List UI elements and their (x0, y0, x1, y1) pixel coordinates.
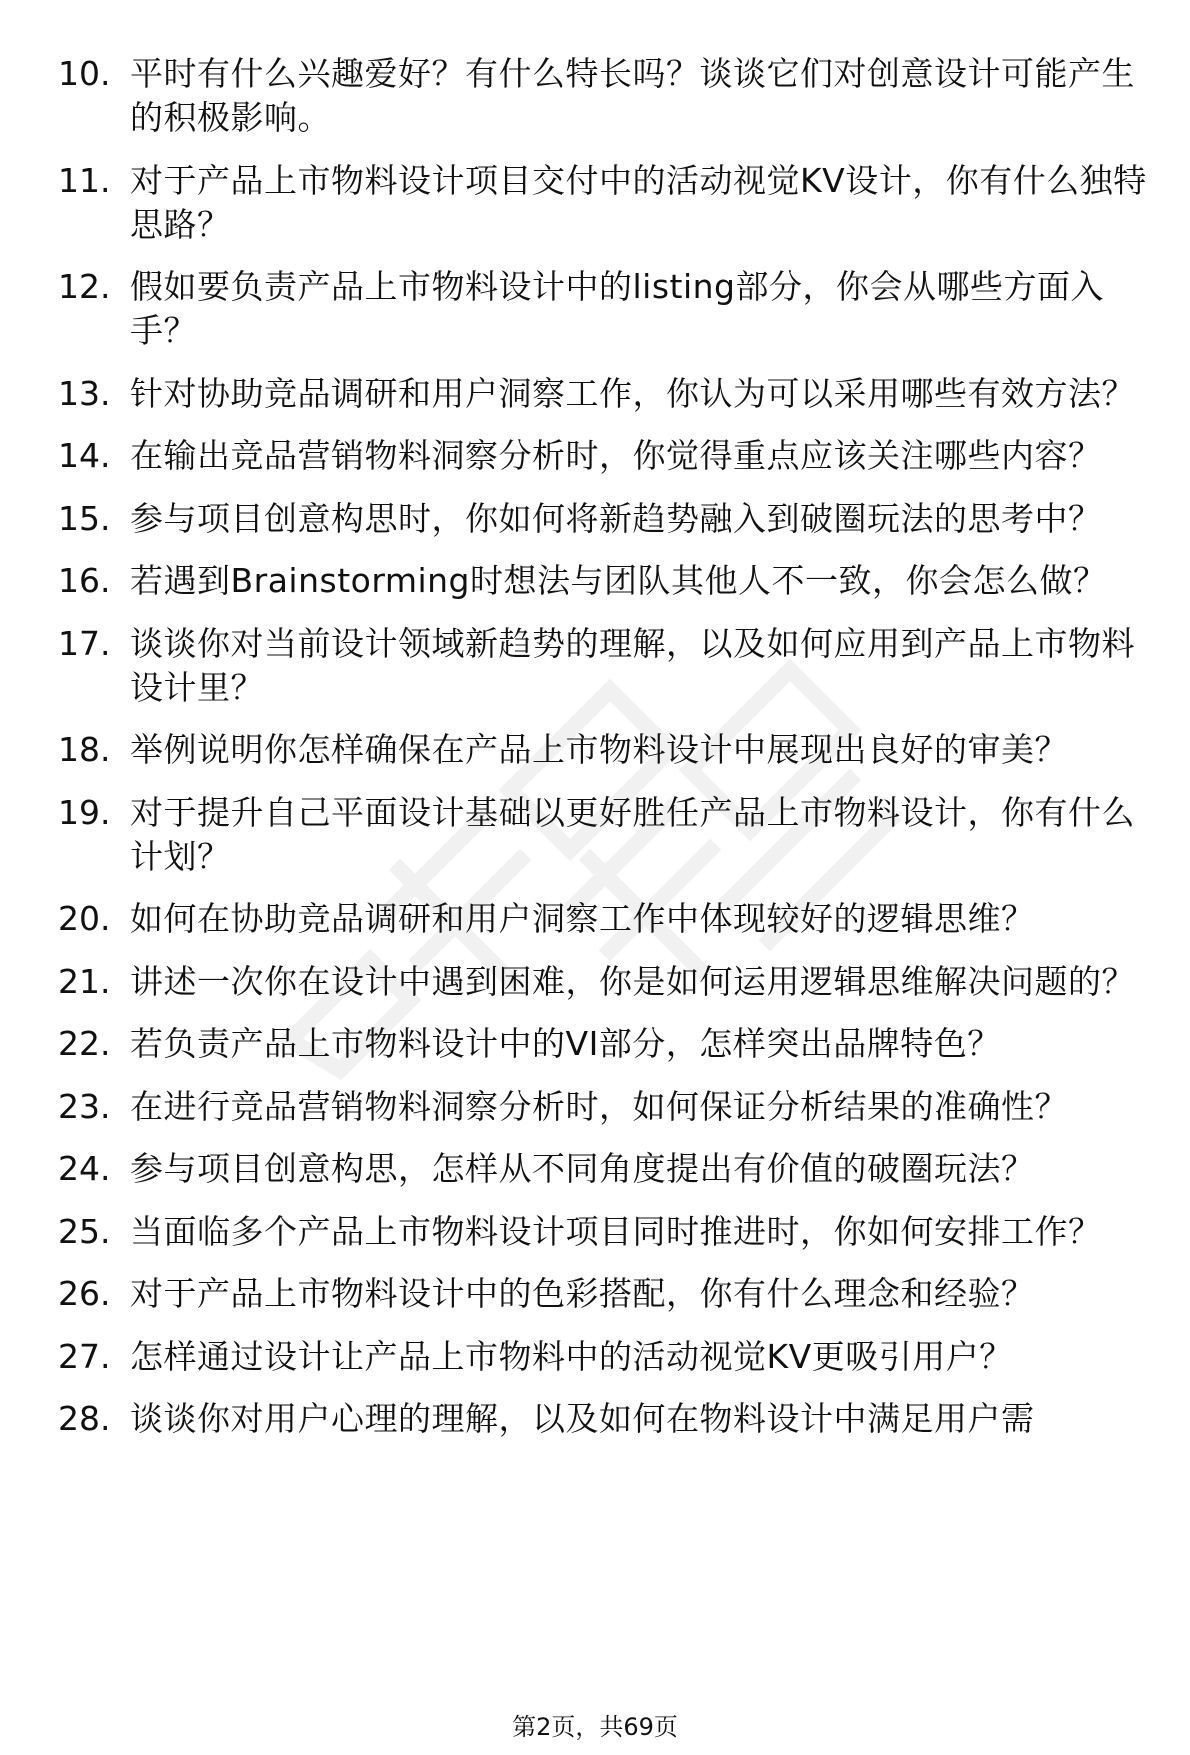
question-text: 谈谈你对用户心理的理解，以及如何在物料设计中满足用户需 (130, 1399, 1035, 1438)
question-text: 平时有什么兴趣爱好？有什么特长吗？谈谈它们对创意设计可能产生的积极影响。 (130, 54, 1135, 137)
question-number: 14. (58, 436, 111, 475)
question-text: 若负责产品上市物料设计中的VI部分，怎样突出品牌特色？ (130, 1024, 1001, 1063)
question-number: 19. (58, 792, 111, 832)
list-item (58, 52, 1168, 140)
question-text: 针对协助竞品调研和用户洞察工作，你认为可以采用哪些有效方法？ (130, 373, 1135, 413)
question-number: 25. (58, 1211, 111, 1251)
question-number: 18. (58, 730, 111, 769)
page-indicator: 第2页，共69页 (512, 1713, 678, 1741)
question-number: 12. (58, 267, 111, 306)
question-number: 20. (58, 899, 111, 938)
question-text: 怎样通过设计让产品上市物料中的活动视觉KV更吸引用户？ (130, 1336, 1013, 1376)
question-text: 在进行竞品营销物料洞察分析时，如何保证分析结果的准确性？ (130, 1086, 1068, 1126)
list-item (58, 1397, 1168, 1441)
list-item (58, 1335, 1168, 1379)
question-text: 谈谈你对当前设计领域新趋势的理解，以及如何应用到产品上市物料设计里？ (130, 623, 1135, 707)
list-item (58, 434, 1168, 478)
list-item (58, 791, 1168, 879)
question-number: 15. (58, 498, 111, 538)
question-text: 举例说明你怎样确保在产品上市物料设计中展现出良好的审美？ (130, 730, 1068, 769)
list-item (58, 1085, 1168, 1129)
question-text: 如何在协助竞品调研和用户洞察工作中体现较好的逻辑思维？ (130, 899, 1035, 938)
question-text: 当面临多个产品上市物料设计项目同时推进时，你如何安排工作？ (130, 1211, 1102, 1251)
question-number: 22. (58, 1024, 111, 1063)
question-text: 若遇到Brainstorming时想法与团队其他人不一致，你会怎么做？ (130, 561, 1107, 600)
question-text: 对于产品上市物料设计中的色彩搭配，你有什么理念和经验？ (130, 1274, 1035, 1313)
list-item (58, 1210, 1168, 1254)
question-number: 17. (58, 623, 111, 663)
question-text: 在输出竞品营销物料洞察分析时，你觉得重点应该关注哪些内容？ (130, 436, 1102, 475)
list-item (58, 497, 1168, 541)
list-item (58, 960, 1168, 1004)
question-number: 23. (58, 1086, 111, 1126)
question-text: 对于提升自己平面设计基础以更好胜任产品上市物料设计，你有什么计划？ (130, 792, 1135, 876)
question-number: 16. (58, 561, 111, 600)
question-text: 对于产品上市物料设计项目交付中的活动视觉KV设计，你有什么独特思路？ (130, 160, 1147, 244)
list-item (58, 622, 1168, 710)
question-list (58, 52, 1168, 1460)
list-item (58, 1147, 1168, 1191)
question-text: 参与项目创意构思时，你如何将新趋势融入到破圈玩法的思考中？ (130, 498, 1102, 538)
list-item (58, 159, 1168, 247)
question-number: 21. (58, 961, 111, 1001)
question-number: 11. (58, 160, 111, 200)
list-item (58, 728, 1168, 772)
question-number: 26. (58, 1274, 111, 1313)
list-item (58, 559, 1168, 603)
list-item (58, 1022, 1168, 1066)
question-number: 27. (58, 1336, 111, 1376)
question-number: 10. (58, 54, 111, 93)
question-text: 讲述一次你在设计中遇到困难，你是如何运用逻辑思维解决问题的？ (130, 961, 1135, 1001)
list-item (58, 372, 1168, 416)
question-number: 13. (58, 373, 111, 413)
list-item (58, 1272, 1168, 1316)
question-text: 假如要负责产品上市物料设计中的listing部分，你会从哪些方面入手？ (130, 267, 1104, 350)
list-item (58, 265, 1168, 353)
question-number: 28. (58, 1399, 111, 1438)
question-text: 参与项目创意构思，怎样从不同角度提出有价值的破圈玩法？ (130, 1149, 1035, 1188)
list-item (58, 897, 1168, 941)
question-number: 24. (58, 1149, 111, 1188)
